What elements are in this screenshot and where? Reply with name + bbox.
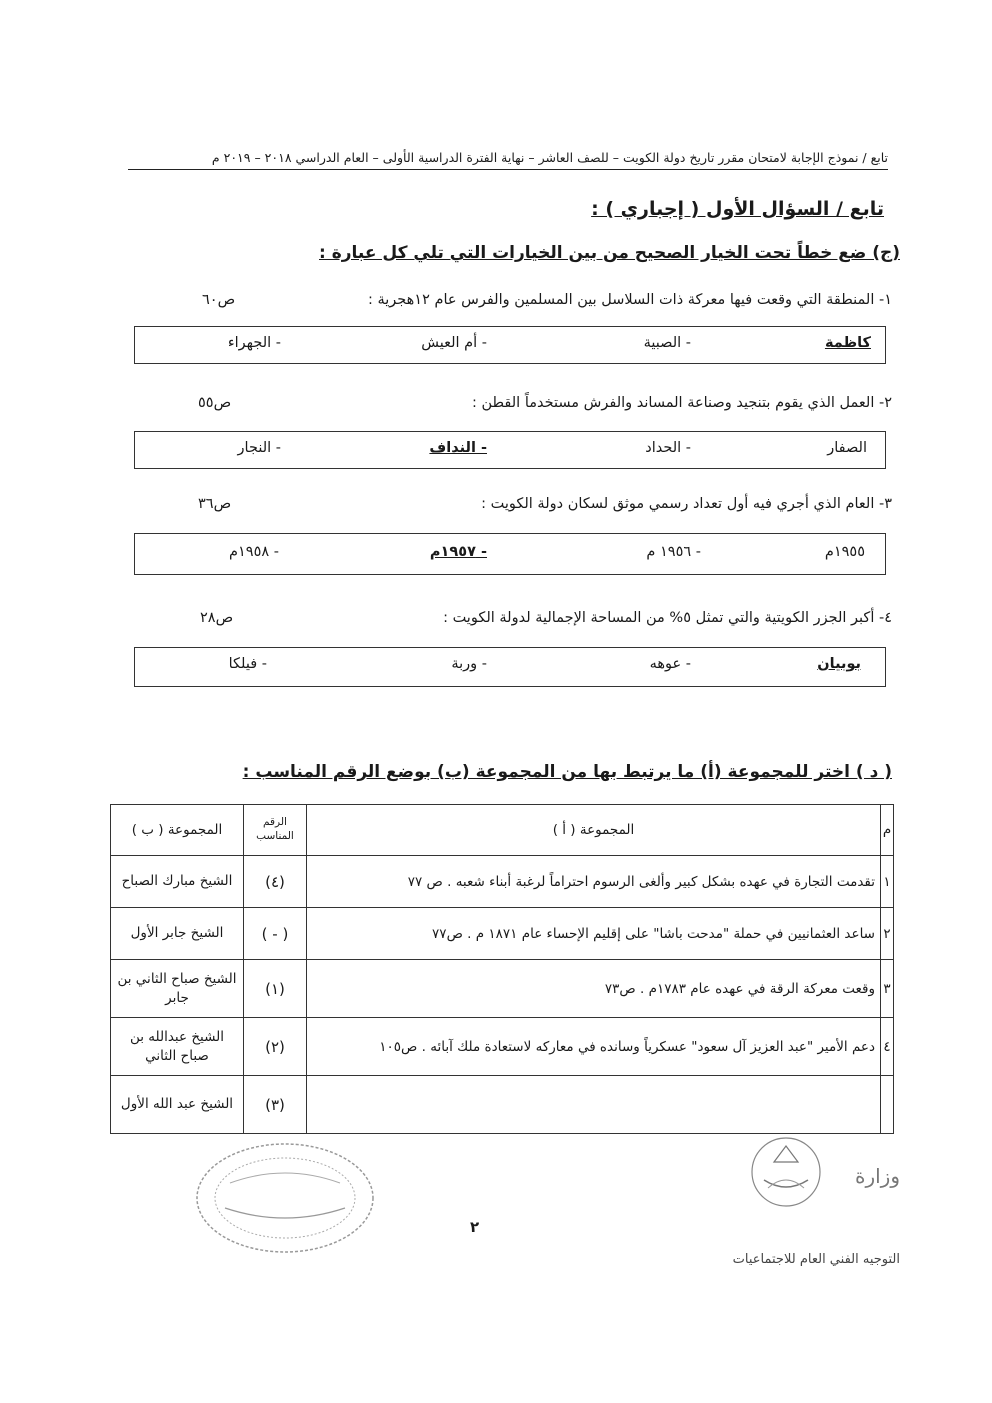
item-4-options bbox=[134, 647, 886, 687]
question-title: تابع / السؤال الأول ( إجباري ) : bbox=[591, 198, 884, 220]
page-number: ٢ bbox=[470, 1218, 480, 1236]
official-stamp-icon bbox=[190, 1138, 380, 1258]
row-number: (٤) bbox=[244, 856, 307, 908]
header-group-a: المجموعة ( أ ) bbox=[307, 805, 881, 856]
table-row bbox=[111, 960, 894, 1018]
row-m: ٢ bbox=[881, 908, 894, 960]
table-header-row bbox=[111, 805, 894, 856]
row-group-a: تقدمت التجارة في عهده بشكل كبير وألغى الرسوم احتراماً لرغبة أبناء شعبه . ص ٧٧ bbox=[307, 856, 881, 908]
option: - النداف bbox=[429, 440, 487, 456]
table-row bbox=[111, 908, 894, 960]
option: - ١٩٥٦ م bbox=[646, 544, 701, 560]
signature-text: التوجيه الفني العام للاجتماعيات bbox=[732, 1252, 900, 1267]
document-header: تابع / نموذج الإجابة لامتحان مقرر تاريخ دولة الكويت – للصف العاشر – نهاية الفترة الدراسية الأولى – العام الدراسي ٢٠١٨ – ٢٠١٩ م bbox=[128, 150, 888, 170]
table-row bbox=[111, 1018, 894, 1076]
option: ١٩٥٥م bbox=[824, 544, 865, 560]
item-2-statement: ٢- العمل الذي يقوم بتنجيد وصناعة المساند والفرش مستخدماً القطن : bbox=[472, 395, 892, 411]
header-m: م bbox=[881, 805, 894, 856]
item-4-page-ref: ص٢٨ bbox=[200, 610, 234, 626]
row-group-b: الشيخ مبارك الصباح bbox=[111, 856, 244, 908]
option: - عوهه bbox=[649, 656, 691, 672]
row-number: ( - ) bbox=[244, 908, 307, 960]
item-3-statement: ٣- العام الذي أجري فيه أول تعداد رسمي موثق لسكان دولة الكويت : bbox=[481, 496, 892, 512]
item-2-page-ref: ص٥٥ bbox=[198, 395, 232, 411]
part-d-title: ( د ) اختر للمجموعة (أ) ما يرتبط بها من المجموعة (ب) بوضع الرقم المناسب : bbox=[242, 762, 892, 782]
option: - النجار bbox=[237, 440, 281, 456]
option: - الحداد bbox=[645, 440, 691, 456]
option: - فيلكا bbox=[228, 656, 267, 672]
option: - ١٩٥٨م bbox=[229, 544, 279, 560]
part-c-title: (ج) ضع خطاً تحت الخيار الصحيح من بين الخيارات التي تلي كل عبارة : bbox=[319, 243, 900, 263]
option: كاظمة bbox=[824, 335, 871, 351]
row-m: ١ bbox=[881, 856, 894, 908]
matching-table bbox=[110, 804, 894, 1134]
row-group-a bbox=[307, 1076, 881, 1134]
row-group-b: الشيخ جابر الأول bbox=[111, 908, 244, 960]
table-row bbox=[111, 1076, 894, 1134]
option: الصفار bbox=[827, 440, 867, 456]
header-number: الرقم المناسب bbox=[244, 805, 307, 856]
item-4-statement: ٤- أكبر الجزر الكويتية والتي تمثل ٥% من المساحة الإجمالية لدولة الكويت : bbox=[443, 610, 892, 626]
row-group-a: ساعد العثمانيين في حملة "مدحت باشا" على إقليم الإحساء عام ١٨٧١ م . ص٧٧ bbox=[307, 908, 881, 960]
option: بوبيان bbox=[817, 656, 861, 672]
row-group-b: الشيخ صباح الثاني بن جابر bbox=[111, 960, 244, 1018]
item-1-options bbox=[134, 326, 886, 364]
item-2-options bbox=[134, 431, 886, 469]
header-group-b: المجموعة ( ب ) bbox=[111, 805, 244, 856]
row-group-b: الشيخ عبد الله الأول bbox=[111, 1076, 244, 1134]
option: - أم العيش bbox=[421, 335, 487, 351]
table-row bbox=[111, 856, 894, 908]
item-1-statement: ١- المنطقة التي وقعت فيها معركة ذات السلاسل بين المسلمين والفرس عام ١٢هجرية : bbox=[367, 292, 892, 308]
option: - الجهراء bbox=[227, 335, 281, 351]
option: - وربة bbox=[451, 656, 487, 672]
row-group-a: دعم الأمير "عبد العزيز آل سعود" عسكرياً وسانده في معاركه لاستعادة ملك آبائه . ص١٠٥ bbox=[307, 1018, 881, 1076]
row-number: (٢) bbox=[244, 1018, 307, 1076]
option: - الصبية bbox=[643, 335, 691, 351]
row-m: ٣ bbox=[881, 960, 894, 1018]
row-m bbox=[881, 1076, 894, 1134]
item-1-page-ref: ص٦٠ bbox=[202, 292, 236, 308]
row-number: (١) bbox=[244, 960, 307, 1018]
item-3-options bbox=[134, 533, 886, 575]
row-group-b: الشيخ عبدالله بن صباح الثاني bbox=[111, 1018, 244, 1076]
row-number: (٣) bbox=[244, 1076, 307, 1134]
row-group-a: وقعت معركة الرقة في عهده عام ١٧٨٣م . ص٧٣ bbox=[307, 960, 881, 1018]
ministry-emblem-icon bbox=[746, 1132, 826, 1212]
row-m: ٤ bbox=[881, 1018, 894, 1076]
ministry-text: وزارة bbox=[854, 1164, 900, 1188]
option: - ١٩٥٧م bbox=[429, 544, 487, 560]
item-3-page-ref: ص٣٦ bbox=[198, 496, 232, 512]
